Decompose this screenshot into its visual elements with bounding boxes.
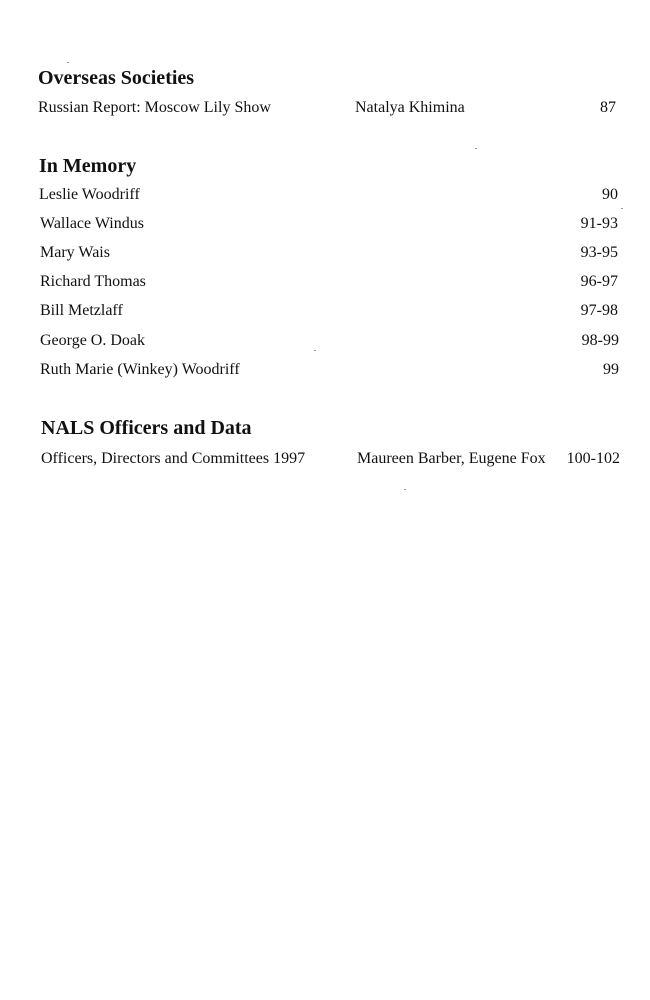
section-heading-overseas-societies: Overseas Societies — [38, 67, 195, 89]
entry-pages: 96-97 — [580, 273, 618, 290]
toc-entry-leslie-woodriff — [39, 185, 618, 205]
entry-pages: 91-93 — [580, 215, 618, 232]
toc-entry-wallace-windus — [40, 214, 618, 234]
entry-pages: 87 — [600, 99, 616, 116]
toc-entry-mary-wais — [40, 243, 618, 263]
entry-title: Officers, Directors and Committees 1997 — [41, 450, 306, 467]
toc-entry-richard-thomas — [40, 272, 618, 292]
scan-speck — [314, 350, 316, 351]
entry-pages: 99 — [603, 361, 619, 378]
entry-author: Maureen Barber, Eugene Fox — [357, 450, 546, 467]
toc-entry-bill-metzlaff — [40, 301, 618, 321]
entry-pages: 100-102 — [566, 450, 620, 467]
entry-title: Bill Metzlaff — [40, 302, 123, 319]
toc-entry-russian-report — [38, 98, 616, 118]
entry-title: Russian Report: Moscow Lily Show — [38, 99, 271, 116]
scan-speck — [475, 148, 477, 149]
scan-speck — [404, 489, 406, 490]
entry-pages: 90 — [602, 186, 618, 203]
toc-entry-george-doak — [40, 331, 619, 351]
scan-speck — [67, 62, 69, 63]
entry-author: Natalya Khimina — [355, 99, 465, 116]
section-heading-nals-officers-and-data: NALS Officers and Data — [41, 417, 252, 439]
section-heading-in-memory: In Memory — [39, 155, 137, 177]
entry-title: Leslie Woodriff — [39, 186, 140, 203]
entry-pages: 98-99 — [581, 332, 619, 349]
toc-entry-ruth-marie-woodriff — [40, 360, 619, 380]
entry-title: Mary Wais — [40, 244, 110, 261]
entry-title: George O. Doak — [40, 332, 146, 349]
toc-entry-officers-directors-committees — [41, 449, 620, 469]
entry-pages: 93-95 — [580, 244, 618, 261]
entry-title: Ruth Marie (Winkey) Woodriff — [40, 361, 240, 378]
entry-title: Richard Thomas — [40, 273, 146, 290]
entry-pages: 97-98 — [580, 302, 618, 319]
scan-speck — [621, 208, 623, 209]
entry-title: Wallace Windus — [40, 215, 144, 232]
